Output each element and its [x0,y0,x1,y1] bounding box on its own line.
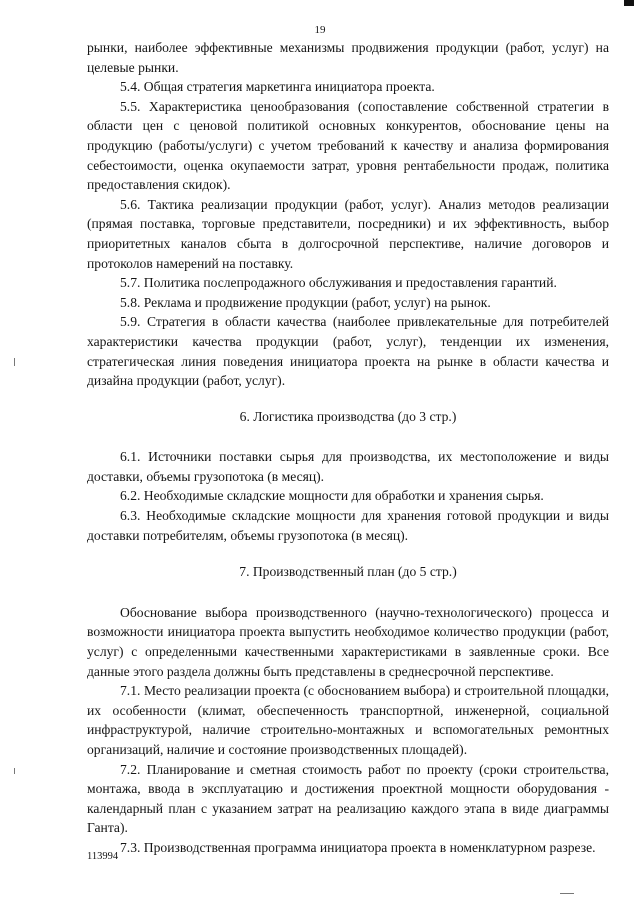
item-5-4: 5.4. Общая стратегия маркетинга инициатора проекта. [120,79,435,95]
scan-speck [14,768,15,774]
scan-speck [560,893,574,894]
item-7-1: 7.1. Место реализации проекта (с обоснованием выбора) и строительной площадки, их особенности (климат, обеспеченность транспортной, инженерной, социальной инфраструктурой, наличие строительно-монтажных и вспомогательных ремонтных организаций, наличие и состояние производственных площадей). [87,683,609,757]
section-heading-6: 6. Логистика производства (до 3 стр.) [239,408,457,424]
scan-speck [14,358,15,366]
item-5-5: 5.5. Характеристика ценообразования (сопоставление собственной стратегии в области цен с ценовой политикой основных конкурентов, обоснование цены на продукцию (работы/услуги) с учетом требований к качеству и анализа формирования себестоимости, оценка окупаемости затрат, уровня рентабельности продаж, политика предоставления скидок). [87,98,609,193]
item-5-9: 5.9. Стратегия в области качества (наиболее привлекательные для потребителей характеристики качества продукции (работ, услуг), тенденции их изменения, стратегическая линия поведения инициатора проекта на рынке в области качества и дизайна продукции (работ, услуг). [87,314,609,389]
page-body [87,38,609,858]
item-6-1: 6.1. Источники поставки сырья для производства, их местоположение и виды доставки, объемы грузопотока (в месяц). [87,449,609,484]
section-heading-7: 7. Производственный план (до 5 стр.) [239,564,457,580]
paragraph-continuation: рынки, наиболее эффективные механизмы продвижения продукции (работ, услуг) на целевые рынки. [87,40,609,75]
footer-code: 113994 [87,851,119,862]
item-5-7: 5.7. Политика послепродажного обслуживания и предоставления гарантий. [120,275,557,291]
item-7-2: 7.2. Планирование и сметная стоимость работ по проекту (сроки строительства, монтажа, ввода в эксплуатацию и достижения проектной мощности оборудования - календарный план с указанием затрат на реализацию каждого этапа в виде диаграммы Ганта). [87,761,609,836]
item-6-2: 6.2. Необходимые складские мощности для обработки и хранения сырья. [120,488,544,504]
item-7-3: 7.3. Производственная программа инициатора проекта в номенклатурном разрезе. [120,839,596,855]
page-number: 19 [314,24,326,36]
section-7-intro: Обоснование выбора производственного (научно-технологического) процесса и возможности инициатора проекта выпустить необходимое количество продукции (работ, услуг) с определенными качественными характеристиками в заявленные сроки. Все данные этого раздела должны быть представлены в среднесрочной перспективе. [87,604,609,679]
item-5-8: 5.8. Реклама и продвижение продукции (работ, услуг) на рынок. [120,294,491,310]
corner-scan-mark [624,0,634,6]
item-6-3: 6.3. Необходимые складские мощности для хранения готовой продукции и виды доставки потребителям, объемы грузопотока (в месяц). [87,508,609,543]
item-5-6: 5.6. Тактика реализации продукции (работ, услуг). Анализ методов реализации (прямая поставка, торговые представители, посредники) и их эффективность, выбор приоритетных каналов сбыта в долгосрочной перспективе, наличие договоров и протоколов намерений на поставку. [87,196,609,271]
